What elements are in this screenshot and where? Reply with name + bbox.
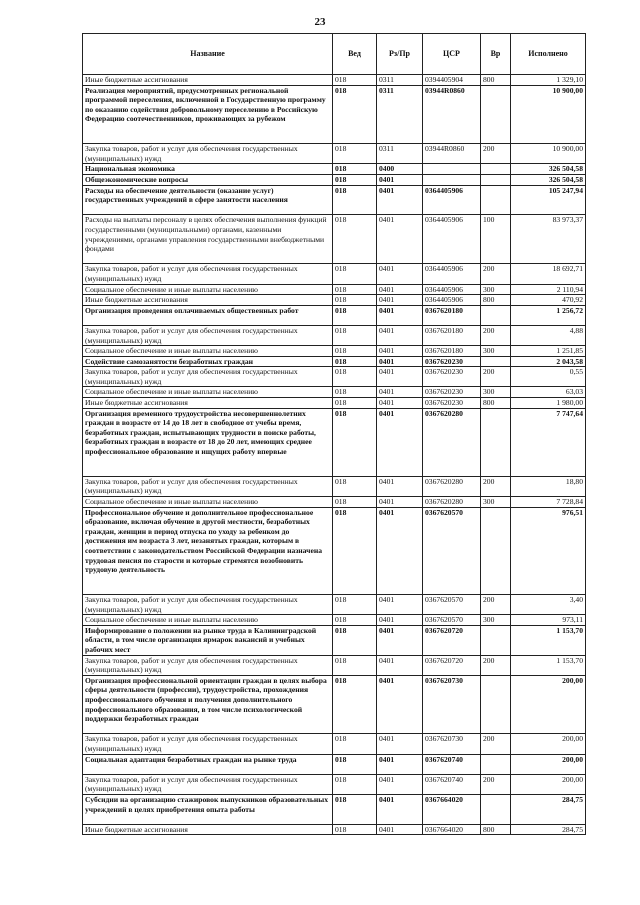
row-exec-cell: 18,80 xyxy=(511,476,586,496)
row-ved-cell: 018 xyxy=(333,754,377,774)
row-exec-cell: 10 900,00 xyxy=(511,85,586,144)
table-row xyxy=(83,284,586,295)
table-row xyxy=(83,85,586,144)
row-csr-cell: 0364405906 xyxy=(423,215,481,264)
row-vr-cell: 200 xyxy=(481,774,511,794)
row-name-cell: Национальная экономика xyxy=(83,164,333,175)
row-rzpr-cell: 0401 xyxy=(377,264,423,284)
row-ved-cell: 018 xyxy=(333,398,377,409)
row-rzpr-cell: 0401 xyxy=(377,398,423,409)
row-name-cell: Расходы на выплаты персоналу в целях обеспечения выполнения функций государственными (муниципальными) органами, казенными учреждениями, органами управления государственными внебюджетными фондами xyxy=(83,215,333,264)
row-vr-cell: 200 xyxy=(481,655,511,675)
row-vr-cell: 300 xyxy=(481,497,511,508)
row-csr-cell xyxy=(423,164,481,175)
row-exec-cell: 18 692,71 xyxy=(511,264,586,284)
row-ved-cell: 018 xyxy=(333,615,377,626)
row-csr-cell: 0367620230 xyxy=(423,387,481,398)
table-row xyxy=(83,185,586,215)
row-ved-cell: 018 xyxy=(333,408,377,476)
header-rzpr: Рз/Пр xyxy=(377,34,423,75)
table-row xyxy=(83,144,586,164)
table-row xyxy=(83,655,586,675)
row-rzpr-cell: 0401 xyxy=(377,625,423,655)
row-vr-cell xyxy=(481,356,511,367)
table-row xyxy=(83,75,586,86)
row-csr-cell: 03944R0860 xyxy=(423,85,481,144)
row-ved-cell: 018 xyxy=(333,675,377,734)
row-ved-cell: 018 xyxy=(333,295,377,306)
row-name-cell: Иные бюджетные ассигнования xyxy=(83,824,333,835)
row-vr-cell: 200 xyxy=(481,734,511,754)
row-csr-cell: 0394405904 xyxy=(423,75,481,86)
row-rzpr-cell: 0400 xyxy=(377,164,423,175)
row-ved-cell: 018 xyxy=(333,85,377,144)
row-name-cell: Профессиональное обучение и дополнительное профессиональное образование, включая обучение в другой местности, безработных граждан, женщин в период отпуска по уходу за ребенком до достижения им возраста 3 лет, незанятых граждан, которым в соответствии с законодательством Российской Федерации назначена трудовая пенсия по старости и которые стремятся возобновить трудовую деятельность xyxy=(83,507,333,594)
row-name-cell: Закупка товаров, работ и услуг для обеспечения государственных (муниципальных) нужд xyxy=(83,595,333,615)
table-row xyxy=(83,346,586,357)
row-csr-cell: 0367620570 xyxy=(423,507,481,594)
row-vr-cell: 200 xyxy=(481,367,511,387)
table-row xyxy=(83,754,586,774)
row-name-cell: Закупка товаров, работ и услуг для обеспечения государственных (муниципальных) нужд xyxy=(83,476,333,496)
row-name-cell: Социальное обеспечение и иные выплаты населению xyxy=(83,346,333,357)
row-name-cell: Информирование о положении на рынке труда в Калининградской области, в том числе организация ярмарок вакансий и учебных рабочих мест xyxy=(83,625,333,655)
row-rzpr-cell: 0401 xyxy=(377,497,423,508)
row-ved-cell: 018 xyxy=(333,774,377,794)
budget-table xyxy=(82,33,586,835)
row-csr-cell: 0364405906 xyxy=(423,264,481,284)
table-row xyxy=(83,295,586,306)
row-ved-cell: 018 xyxy=(333,75,377,86)
row-vr-cell: 800 xyxy=(481,398,511,409)
table-row xyxy=(83,264,586,284)
row-exec-cell: 2 043,58 xyxy=(511,356,586,367)
row-vr-cell xyxy=(481,185,511,215)
row-vr-cell: 300 xyxy=(481,615,511,626)
row-rzpr-cell: 0401 xyxy=(377,595,423,615)
row-rzpr-cell: 0401 xyxy=(377,615,423,626)
row-csr-cell: 0367664020 xyxy=(423,794,481,824)
row-exec-cell: 3,40 xyxy=(511,595,586,615)
row-ved-cell: 018 xyxy=(333,497,377,508)
table-row xyxy=(83,595,586,615)
row-name-cell: Организация проведения оплачиваемых общественных работ xyxy=(83,305,333,325)
row-rzpr-cell: 0401 xyxy=(377,754,423,774)
row-rzpr-cell: 0401 xyxy=(377,387,423,398)
row-ved-cell: 018 xyxy=(333,325,377,345)
row-rzpr-cell: 0401 xyxy=(377,185,423,215)
row-name-cell: Организация временного трудоустройства несовершеннолетних граждан в возрасте от 14 до 18 лет в свободное от учебы время, безработных граждан, испытывающих трудности в поиске работы, безработных граждан в возрасте от 18 до 20 лет, имеющих среднее профессиональное образование и ищущих работу впервые xyxy=(83,408,333,476)
row-rzpr-cell: 0401 xyxy=(377,325,423,345)
table-header-row xyxy=(83,34,586,75)
table-row xyxy=(83,794,586,824)
row-name-cell: Социальное обеспечение и иные выплаты населению xyxy=(83,615,333,626)
row-exec-cell: 1 980,00 xyxy=(511,398,586,409)
row-vr-cell xyxy=(481,625,511,655)
row-exec-cell: 284,75 xyxy=(511,824,586,835)
row-rzpr-cell: 0401 xyxy=(377,367,423,387)
row-ved-cell: 018 xyxy=(333,305,377,325)
table-row xyxy=(83,675,586,734)
row-ved-cell: 018 xyxy=(333,164,377,175)
row-rzpr-cell: 0401 xyxy=(377,346,423,357)
row-exec-cell: 10 900,00 xyxy=(511,144,586,164)
row-name-cell: Реализация мероприятий, предусмотренных региональной программой переселения, включенной в Государственную программу по оказанию содействия добровольному переселению в Российскую Федерацию соотечественников, проживающих за рубежом xyxy=(83,85,333,144)
row-vr-cell: 300 xyxy=(481,346,511,357)
row-name-cell: Социальное обеспечение и иные выплаты населению xyxy=(83,284,333,295)
row-exec-cell: 63,03 xyxy=(511,387,586,398)
row-name-cell: Расходы на обеспечение деятельности (оказание услуг) государственных учреждений в сфере занятости населения xyxy=(83,185,333,215)
header-ved: Вед xyxy=(333,34,377,75)
row-rzpr-cell: 0401 xyxy=(377,408,423,476)
row-ved-cell: 018 xyxy=(333,476,377,496)
row-csr-cell: 0367620720 xyxy=(423,655,481,675)
row-exec-cell: 200,00 xyxy=(511,754,586,774)
header-name: Название xyxy=(83,34,333,75)
table-row xyxy=(83,387,586,398)
row-name-cell: Закупка товаров, работ и услуг для обеспечения государственных (муниципальных) нужд xyxy=(83,655,333,675)
row-ved-cell: 018 xyxy=(333,595,377,615)
row-exec-cell: 976,51 xyxy=(511,507,586,594)
row-vr-cell xyxy=(481,754,511,774)
row-rzpr-cell: 0311 xyxy=(377,75,423,86)
row-csr-cell: 03944R0860 xyxy=(423,144,481,164)
row-name-cell: Организация профессиональной ориентации граждан в целях выбора сферы деятельности (профессии), трудоустройства, прохождения профессионального обучения и получения дополнительного профессионального образования, в том числе психологической поддержки безработных граждан xyxy=(83,675,333,734)
row-rzpr-cell: 0401 xyxy=(377,774,423,794)
row-rzpr-cell: 0401 xyxy=(377,675,423,734)
row-exec-cell: 200,00 xyxy=(511,734,586,754)
row-name-cell: Иные бюджетные ассигнования xyxy=(83,75,333,86)
row-ved-cell: 018 xyxy=(333,824,377,835)
row-vr-cell: 200 xyxy=(481,325,511,345)
row-ved-cell: 018 xyxy=(333,174,377,185)
row-vr-cell xyxy=(481,85,511,144)
table-row xyxy=(83,174,586,185)
row-ved-cell: 018 xyxy=(333,144,377,164)
row-exec-cell: 470,92 xyxy=(511,295,586,306)
row-name-cell: Социальная адаптация безработных граждан на рынке труда xyxy=(83,754,333,774)
table-row xyxy=(83,734,586,754)
row-vr-cell xyxy=(481,675,511,734)
table-row xyxy=(83,367,586,387)
row-vr-cell xyxy=(481,794,511,824)
row-exec-cell: 326 504,58 xyxy=(511,164,586,175)
row-ved-cell: 018 xyxy=(333,507,377,594)
row-vr-cell: 200 xyxy=(481,144,511,164)
row-csr-cell: 0367620730 xyxy=(423,675,481,734)
header-csr: ЦСР xyxy=(423,34,481,75)
row-exec-cell: 0,55 xyxy=(511,367,586,387)
row-ved-cell: 018 xyxy=(333,655,377,675)
row-rzpr-cell: 0401 xyxy=(377,305,423,325)
table-row xyxy=(83,497,586,508)
row-name-cell: Закупка товаров, работ и услуг для обеспечения государственных (муниципальных) нужд xyxy=(83,774,333,794)
table-row xyxy=(83,625,586,655)
row-csr-cell: 0367620740 xyxy=(423,754,481,774)
table-row xyxy=(83,408,586,476)
row-ved-cell: 018 xyxy=(333,367,377,387)
header-vr: Вр xyxy=(481,34,511,75)
table-row xyxy=(83,215,586,264)
row-ved-cell: 018 xyxy=(333,794,377,824)
row-csr-cell: 0367664020 xyxy=(423,824,481,835)
row-csr-cell: 0367620230 xyxy=(423,367,481,387)
row-csr-cell: 0364405906 xyxy=(423,295,481,306)
row-vr-cell xyxy=(481,408,511,476)
header-exec: Исполнено xyxy=(511,34,586,75)
row-csr-cell: 0367620730 xyxy=(423,734,481,754)
row-exec-cell: 200,00 xyxy=(511,774,586,794)
row-vr-cell: 800 xyxy=(481,75,511,86)
row-name-cell: Закупка товаров, работ и услуг для обеспечения государственных (муниципальных) нужд xyxy=(83,264,333,284)
page-number: 23 xyxy=(314,16,326,28)
row-csr-cell: 0364405906 xyxy=(423,185,481,215)
row-csr-cell: 0367620280 xyxy=(423,476,481,496)
row-csr-cell: 0367620230 xyxy=(423,398,481,409)
row-name-cell: Закупка товаров, работ и услуг для обеспечения государственных (муниципальных) нужд xyxy=(83,367,333,387)
row-name-cell: Социальное обеспечение и иные выплаты населению xyxy=(83,497,333,508)
row-csr-cell: 0367620180 xyxy=(423,325,481,345)
row-vr-cell: 300 xyxy=(481,387,511,398)
row-exec-cell: 83 973,37 xyxy=(511,215,586,264)
row-name-cell: Содействие самозанятости безработных граждан xyxy=(83,356,333,367)
row-csr-cell: 0367620570 xyxy=(423,595,481,615)
row-vr-cell: 100 xyxy=(481,215,511,264)
row-rzpr-cell: 0401 xyxy=(377,734,423,754)
row-exec-cell: 105 247,94 xyxy=(511,185,586,215)
table-row xyxy=(83,507,586,594)
row-csr-cell: 0367620280 xyxy=(423,408,481,476)
row-ved-cell: 018 xyxy=(333,215,377,264)
row-vr-cell: 300 xyxy=(481,284,511,295)
row-exec-cell: 973,11 xyxy=(511,615,586,626)
table-row xyxy=(83,476,586,496)
row-ved-cell: 018 xyxy=(333,356,377,367)
row-rzpr-cell: 0401 xyxy=(377,215,423,264)
row-csr-cell: 0367620720 xyxy=(423,625,481,655)
table-row xyxy=(83,164,586,175)
row-exec-cell: 1 329,10 xyxy=(511,75,586,86)
row-exec-cell: 2 110,94 xyxy=(511,284,586,295)
row-name-cell: Субсидии на организацию стажировок выпускников образовательных учреждений в целях приобретения опыта работы xyxy=(83,794,333,824)
row-vr-cell xyxy=(481,507,511,594)
row-csr-cell: 0367620180 xyxy=(423,346,481,357)
row-rzpr-cell: 0401 xyxy=(377,655,423,675)
row-vr-cell: 800 xyxy=(481,824,511,835)
row-vr-cell xyxy=(481,164,511,175)
row-rzpr-cell: 0311 xyxy=(377,144,423,164)
table-row xyxy=(83,325,586,345)
row-ved-cell: 018 xyxy=(333,264,377,284)
row-exec-cell: 284,75 xyxy=(511,794,586,824)
row-exec-cell: 326 504,58 xyxy=(511,174,586,185)
row-csr-cell: 0367620740 xyxy=(423,774,481,794)
row-exec-cell: 1 153,70 xyxy=(511,625,586,655)
row-name-cell: Закупка товаров, работ и услуг для обеспечения государственных (муниципальных) нужд xyxy=(83,325,333,345)
row-csr-cell: 0367620280 xyxy=(423,497,481,508)
row-ved-cell: 018 xyxy=(333,734,377,754)
row-csr-cell: 0364405906 xyxy=(423,284,481,295)
row-exec-cell: 4,88 xyxy=(511,325,586,345)
row-ved-cell: 018 xyxy=(333,346,377,357)
row-ved-cell: 018 xyxy=(333,625,377,655)
row-name-cell: Социальное обеспечение и иные выплаты населению xyxy=(83,387,333,398)
row-name-cell: Общеэкономические вопросы xyxy=(83,174,333,185)
row-rzpr-cell: 0401 xyxy=(377,824,423,835)
table-row xyxy=(83,824,586,835)
row-vr-cell xyxy=(481,305,511,325)
table-row xyxy=(83,774,586,794)
table-row xyxy=(83,398,586,409)
row-rzpr-cell: 0401 xyxy=(377,356,423,367)
row-csr-cell: 0367620230 xyxy=(423,356,481,367)
row-exec-cell: 200,00 xyxy=(511,675,586,734)
row-name-cell: Иные бюджетные ассигнования xyxy=(83,398,333,409)
table-row xyxy=(83,615,586,626)
row-exec-cell: 7 747,64 xyxy=(511,408,586,476)
row-vr-cell: 800 xyxy=(481,295,511,306)
row-ved-cell: 018 xyxy=(333,185,377,215)
row-rzpr-cell: 0401 xyxy=(377,507,423,594)
table-row xyxy=(83,305,586,325)
row-csr-cell: 0367620570 xyxy=(423,615,481,626)
row-name-cell: Закупка товаров, работ и услуг для обеспечения государственных (муниципальных) нужд xyxy=(83,734,333,754)
row-exec-cell: 1 153,70 xyxy=(511,655,586,675)
row-rzpr-cell: 0401 xyxy=(377,794,423,824)
table-row xyxy=(83,356,586,367)
row-rzpr-cell: 0401 xyxy=(377,295,423,306)
row-vr-cell: 200 xyxy=(481,264,511,284)
row-rzpr-cell: 0401 xyxy=(377,284,423,295)
row-rzpr-cell: 0311 xyxy=(377,85,423,144)
row-vr-cell: 200 xyxy=(481,476,511,496)
row-rzpr-cell: 0401 xyxy=(377,174,423,185)
row-ved-cell: 018 xyxy=(333,284,377,295)
row-csr-cell xyxy=(423,174,481,185)
row-exec-cell: 1 251,85 xyxy=(511,346,586,357)
row-exec-cell: 1 256,72 xyxy=(511,305,586,325)
row-exec-cell: 7 728,84 xyxy=(511,497,586,508)
row-ved-cell: 018 xyxy=(333,387,377,398)
row-csr-cell: 0367620180 xyxy=(423,305,481,325)
row-name-cell: Закупка товаров, работ и услуг для обеспечения государственных (муниципальных) нужд xyxy=(83,144,333,164)
row-vr-cell: 200 xyxy=(481,595,511,615)
row-rzpr-cell: 0401 xyxy=(377,476,423,496)
row-name-cell: Иные бюджетные ассигнования xyxy=(83,295,333,306)
row-vr-cell xyxy=(481,174,511,185)
